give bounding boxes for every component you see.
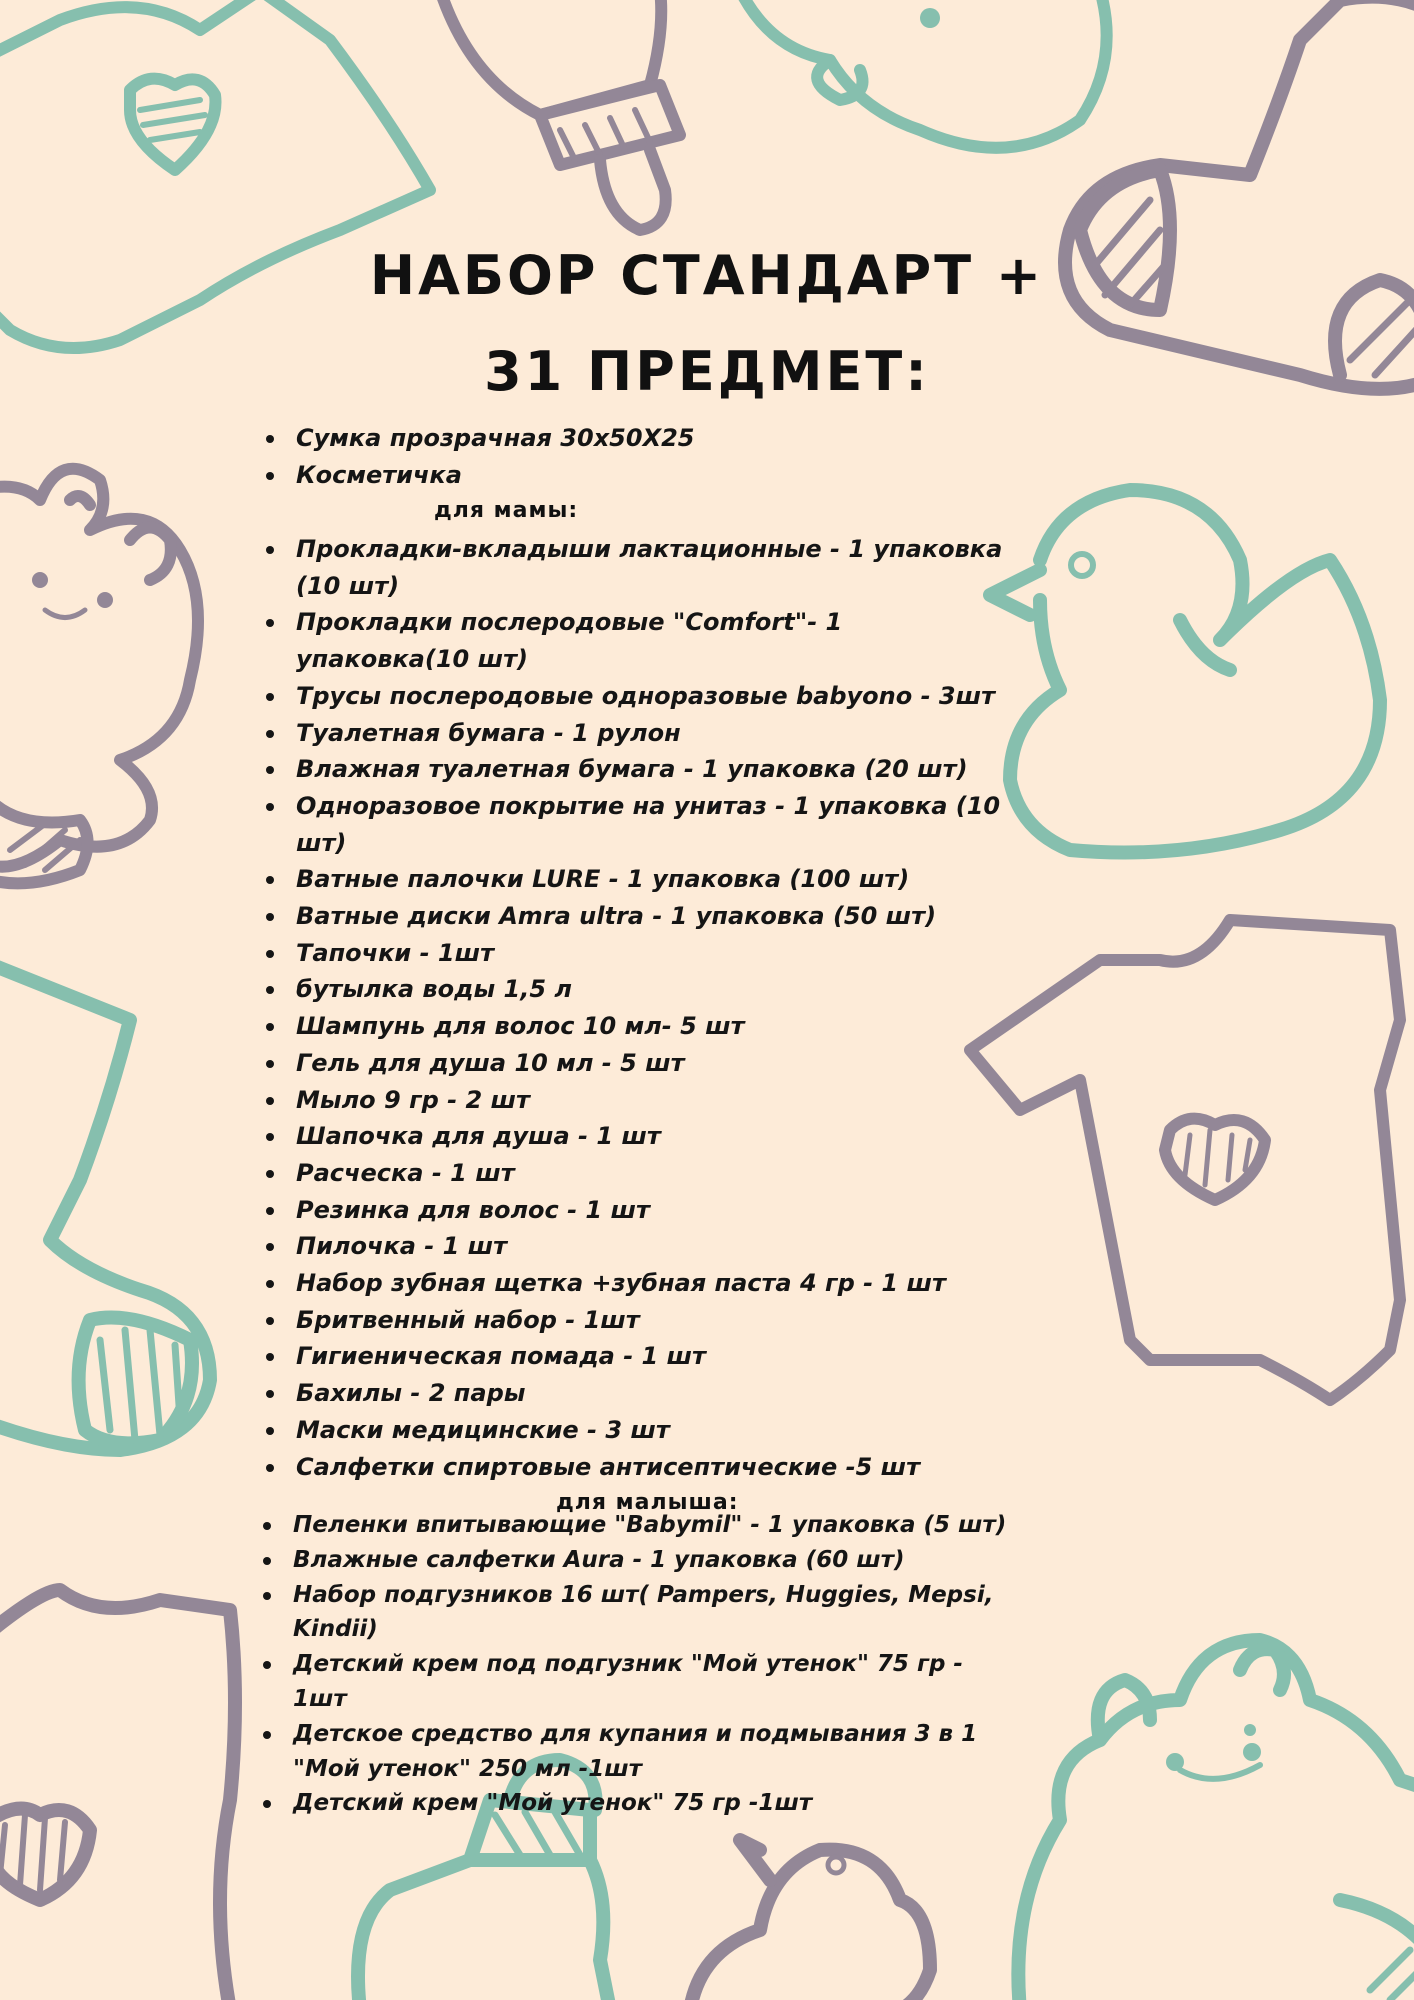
baby-items-list: [293, 1508, 1013, 1821]
section-label-baby: для малыша:: [556, 1490, 739, 1515]
section-label-mom: для мамы:: [434, 498, 579, 523]
list-item: Прокладки-вкладыши лактационные - 1 упаковка (10 шт): [296, 531, 1016, 604]
list-item: Пеленки впитывающие "Babymil" - 1 упаковка (5 шт): [293, 1508, 1013, 1543]
list-item: Трусы послеродовые одноразовые babyono - 3шт: [296, 678, 1016, 715]
list-item: Тапочки - 1шт: [296, 935, 1016, 972]
list-item: Гель для душа 10 мл - 5 шт: [296, 1045, 1016, 1082]
list-item: Влажная туалетная бумага - 1 упаковка (20 шт): [296, 751, 1016, 788]
list-item: Резинка для волос - 1 шт: [296, 1192, 1016, 1229]
list-item: Шапочка для душа - 1 шт: [296, 1118, 1016, 1155]
list-item: Детское средство для купания и подмывания 3 в 1 "Мой утенок" 250 мл -1шт: [293, 1717, 1013, 1787]
list-item: бутылка воды 1,5 л: [296, 971, 1016, 1008]
list-item: Мыло 9 гр - 2 шт: [296, 1082, 1016, 1119]
list-item: Шампунь для волос 10 мл- 5 шт: [296, 1008, 1016, 1045]
list-item: Набор подгузников 16 шт( Pampers, Huggies, Mepsi, Kindii): [293, 1578, 1013, 1648]
duck-icon-right: [990, 490, 1380, 853]
onesie-icon-bottom-left: [0, 1590, 235, 2000]
teddy-bear-icon-bottom: [1018, 1640, 1414, 2000]
intro-items-list: [296, 420, 1016, 493]
list-item: Туалетная бумага - 1 рулон: [296, 715, 1016, 752]
list-item: Влажные салфетки Aura - 1 упаковка (60 шт): [293, 1543, 1013, 1578]
page-title-line-1: НАБОР СТАНДАРТ +: [369, 244, 1045, 307]
list-item: Гигиеническая помада - 1 шт: [296, 1338, 1016, 1375]
sock-icon: [1065, 0, 1414, 389]
list-item: Пилочка - 1 шт: [296, 1228, 1016, 1265]
list-item: Бритвенный набор - 1шт: [296, 1302, 1016, 1339]
list-item: Расческа - 1 шт: [296, 1155, 1016, 1192]
duck-icon-bottom: [690, 1840, 930, 2000]
mom-items-list: [296, 531, 1016, 1485]
list-item: Косметичка: [296, 457, 1016, 494]
list-item: Одноразовое покрытие на унитаз - 1 упаковка (10 шт): [296, 788, 1016, 861]
list-item: Ватные диски Amra ultra - 1 упаковка (50 шт): [296, 898, 1016, 935]
teddy-bear-icon: [0, 469, 198, 884]
list-item: Детский крем "Мой утенок" 75 гр -1шт: [293, 1786, 1013, 1821]
list-item: Бахилы - 2 пары: [296, 1375, 1016, 1412]
list-item: Сумка прозрачная 30х50Х25: [296, 420, 1016, 457]
list-item: Салфетки спиртовые антисептические -5 шт: [296, 1449, 1016, 1486]
sock-icon-left: [0, 960, 210, 1450]
onesie-icon-right: [970, 920, 1400, 1400]
page-title-line-2: 31 ПРЕДМЕТ:: [484, 340, 930, 403]
list-item: Маски медицинские - 3 шт: [296, 1412, 1016, 1449]
list-item: Прокладки послеродовые "Comfort"- 1 упаковка(10 шт): [296, 604, 1016, 677]
list-item: Ватные палочки LURE - 1 упаковка (100 шт): [296, 861, 1016, 898]
list-item: Набор зубная щетка +зубная паста 4 гр - 1 шт: [296, 1265, 1016, 1302]
baby-bottle-icon: [440, 0, 680, 230]
list-item: Детский крем под подгузник "Мой утенок" 75 гр - 1шт: [293, 1647, 1013, 1717]
